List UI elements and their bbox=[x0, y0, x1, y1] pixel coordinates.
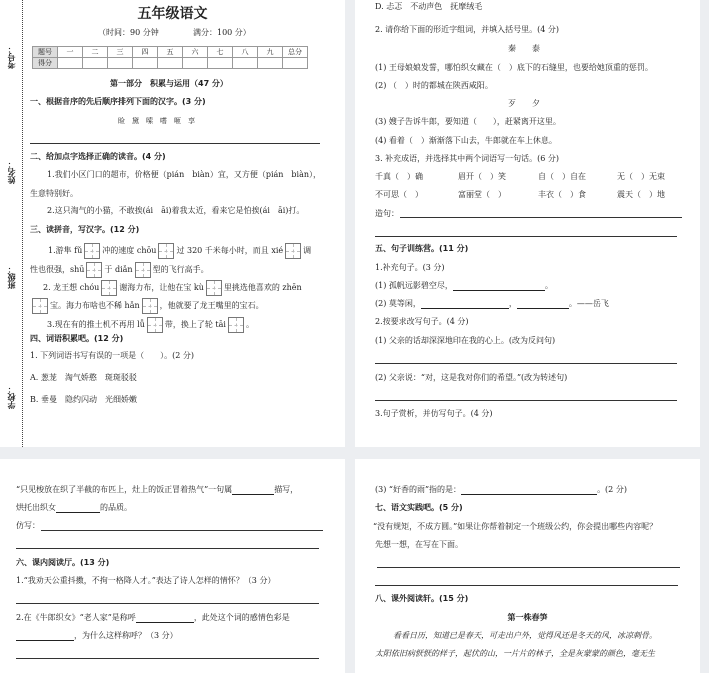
label-school: 学校： bbox=[6, 385, 16, 409]
story-title: 第一株春笋 bbox=[507, 613, 548, 622]
cell: 八 bbox=[233, 47, 258, 58]
score-table bbox=[32, 46, 308, 69]
cell: 一 bbox=[58, 47, 83, 58]
blank[interactable] bbox=[232, 486, 274, 495]
text: 宝。海力布啥也不稀 hǎn bbox=[50, 301, 140, 310]
answer-line[interactable] bbox=[400, 217, 682, 218]
question-text: 3. 补充成语，并选择其中两个词语写一句话。(6 分) bbox=[375, 154, 560, 163]
option-a: A. 葱茏 淘气娇憨 斑斑驳驳 bbox=[30, 373, 137, 382]
text: 描写， bbox=[274, 485, 299, 494]
idiom: 自（ ）自在 bbox=[538, 172, 586, 181]
cell: 七 bbox=[208, 47, 233, 58]
question-text: 2.按要求改写句子。(4 分) bbox=[375, 317, 469, 326]
question-text: (2) 父亲说：“对，这是我对你们的希望。”(改为转述句) bbox=[375, 373, 568, 382]
zaoju-label: 造句： bbox=[375, 209, 399, 218]
answer-line[interactable] bbox=[375, 400, 677, 401]
option-d: D. 忐忑 不动声色 抚摩绒毛 bbox=[375, 2, 483, 11]
binding-dotted-line bbox=[22, 0, 23, 447]
char-pair: 歹 夕 bbox=[508, 99, 540, 108]
text: 3.现在有的推土机不再用 lǚ bbox=[47, 320, 145, 329]
full-score: 满分：100 分） bbox=[193, 28, 251, 37]
cell: 五 bbox=[158, 47, 183, 58]
section-7: 七、语文实践吧。(5 分) bbox=[375, 503, 463, 512]
text: (2) 莫等闲， bbox=[375, 299, 421, 308]
question-text: (3) 嫂子告诉牛郎，要知道（ ），赶紧离开这里。 bbox=[375, 117, 561, 126]
section-8: 八、课外阅读轩。(15 分) bbox=[375, 594, 469, 603]
cell: 得分 bbox=[33, 58, 58, 69]
question-text: (2) （ ）时的都城在陕西咸阳。 bbox=[375, 81, 493, 90]
char-box[interactable] bbox=[84, 243, 100, 259]
page-title: 五年级语文 bbox=[137, 6, 208, 22]
text: 。 bbox=[245, 320, 254, 329]
story-paragraph: 看看日历，知道已是春天，可走出户外，觉得风还是冬天的风，冰凉刺骨。 bbox=[393, 631, 657, 640]
char-box[interactable] bbox=[206, 280, 222, 296]
idiom: 震天（ ）地 bbox=[617, 190, 665, 199]
blank[interactable] bbox=[453, 282, 545, 291]
idiom: 丰衣（ ）食 bbox=[538, 190, 586, 199]
char-box[interactable] bbox=[228, 317, 244, 333]
question-text: 先想一想，在写在下面。 bbox=[375, 540, 463, 549]
cell: 三 bbox=[108, 47, 133, 58]
answer-line[interactable] bbox=[41, 530, 323, 531]
text: 性也很强，shū bbox=[30, 265, 85, 274]
char-box[interactable] bbox=[101, 280, 117, 296]
char-box[interactable] bbox=[285, 243, 301, 259]
idiom: 千真（ ）确 bbox=[375, 172, 423, 181]
answer-line[interactable] bbox=[375, 585, 678, 586]
section-3: 三、读拼音，写汉字。(12 分) bbox=[30, 225, 140, 234]
idiom: 不可思（ ） bbox=[375, 190, 423, 199]
text: ，此处这个词的感情色彩是 bbox=[193, 613, 290, 622]
blank[interactable] bbox=[421, 300, 509, 309]
char-box[interactable] bbox=[86, 262, 102, 278]
story-paragraph: 太阳依旧病恹恹的样子，起伏的山，一片片的林子，全是灰蒙蒙的颜色，毫无生 bbox=[375, 649, 655, 658]
fangxie-label: 仿写： bbox=[16, 521, 40, 530]
section-6: 六、课内阅读厅。(13 分) bbox=[16, 558, 110, 567]
char-box[interactable] bbox=[158, 243, 174, 259]
answer-line[interactable] bbox=[375, 236, 677, 237]
answer-line[interactable] bbox=[16, 548, 319, 549]
idiom: 富丽堂（ ） bbox=[458, 190, 506, 199]
answer-line[interactable] bbox=[16, 658, 319, 659]
blank[interactable] bbox=[136, 614, 194, 623]
text: 。(2 分) bbox=[597, 485, 627, 494]
blank[interactable] bbox=[461, 486, 597, 495]
char-pair: 秦 泰 bbox=[508, 44, 540, 53]
text: ，为什么这样称呼？（3 分） bbox=[74, 631, 178, 640]
answer-line[interactable] bbox=[16, 603, 319, 604]
cell: 六 bbox=[183, 47, 208, 58]
label-name: 姓名： bbox=[6, 160, 16, 184]
question-text: 2.这只淘气的小猫，不敢挨(ái āi)着我太近，看来它是怕挨(ái āi)打。 bbox=[47, 206, 305, 215]
blank[interactable] bbox=[56, 504, 100, 513]
text: ，他就要了龙王嘴里的宝石。 bbox=[159, 301, 264, 310]
question-text: 2. 请你给下面的形近字组词，并填入括号里。(4 分) bbox=[375, 25, 560, 34]
question-text: 1.我们小区门口的超市，价格便（pián biàn）宜，又方便（pián biàn）， bbox=[47, 170, 322, 179]
question-text: (1) 父亲的话却深深地印在我的心上。(改为反问句) bbox=[375, 336, 556, 345]
cell: 二 bbox=[83, 47, 108, 58]
text: 型的飞行高手。 bbox=[152, 265, 209, 274]
text: 过 320 千米每小时，而且 xié bbox=[176, 246, 284, 255]
text: 的品质。 bbox=[100, 503, 132, 512]
text: 1.游隼 fǔ bbox=[48, 246, 83, 255]
char-box[interactable] bbox=[32, 298, 48, 314]
exam-page-1 bbox=[0, 0, 345, 447]
exam-page-4 bbox=[355, 459, 700, 673]
char-box[interactable] bbox=[147, 317, 163, 333]
label-kaohao: 考号： bbox=[6, 45, 16, 69]
cell: 总分 bbox=[283, 47, 308, 58]
section-4: 四、词语积累吧。(12 分) bbox=[30, 334, 124, 343]
text: 谢海力布，让他在宝 kù bbox=[119, 283, 204, 292]
text: 调 bbox=[303, 246, 312, 255]
text: 。——岳飞 bbox=[568, 299, 609, 308]
exam-time: （时间：90 分钟 bbox=[98, 28, 159, 37]
question-text: 1.“我劝天公重抖擞，不拘一格降人才。”表达了诗人怎样的情怀？（3 分） bbox=[16, 576, 276, 585]
text: 烘托出织女 bbox=[16, 503, 56, 512]
text: (3) “好香的雨”指的是： bbox=[375, 485, 462, 494]
cell: 题号 bbox=[33, 47, 58, 58]
blank[interactable] bbox=[517, 300, 569, 309]
option-b: B. 垂曼 隐约闪动 光细娇嫩 bbox=[30, 395, 137, 404]
text: “只见梭放在织了半截的布匹上，灶上的饭正冒着热气”一句属 bbox=[16, 485, 233, 494]
exam-page-2: D. 忐忑 不动声色 抚摩绒毛 2. 请你给下面的形近字组词，并填入括号里。(4 分) 秦 泰 (1) 王母娘娘发誓，哪怕织女藏在（ ）底下的石缝里，也要给她顶重的惩罚。 (2) （ ）时的都城在陕西咸阳。 歹 夕 (3) 嫂子告诉牛郎，要知道（ ），赶紧离开这里。 (4) 看着（ ）渐渐落下山去，牛郎就在车上休息。 3. 补充成语，并选择其中两个词语写一句话。(6 分) 千真（ ）确 眉开（ ）笑 自（ ）自在 无（ ）无束 不可思（ ） 富丽堂（ ） 丰衣（ ）食 震天（ ）地 造句： 五、句子训练营。(11 分) 1.补充句子。(3 分) (1) 孤帆远影碧空尽， 。 (2) 莫等闲， ， 。——岳飞 2.按要求改写句子。(4 分) (1) 父亲的话却深深地印在我的心上。(改为反问句) (2) 父亲说：“对，这是我对你们的希望。”(改为转述句) 3.句子赏析，并仿写句子。(4 分) bbox=[355, 0, 700, 447]
question-text: 生意特别好。 bbox=[30, 189, 78, 198]
question-text: (1) 王母娘娘发誓，哪怕织女藏在（ ）底下的石缝里，也要给她顶重的惩罚。 bbox=[375, 63, 653, 72]
answer-line[interactable] bbox=[375, 363, 677, 364]
text: 2. 龙王想 chóu bbox=[43, 283, 100, 292]
text: 于 diǎn bbox=[104, 265, 133, 274]
blank[interactable] bbox=[16, 632, 74, 641]
text: (1) 孤帆远影碧空尽， bbox=[375, 281, 453, 290]
question-text: (4) 看着（ ）渐渐落下山去，牛郎就在车上休息。 bbox=[375, 136, 557, 145]
label-class: 班级： bbox=[6, 265, 16, 289]
exam-page-3 bbox=[0, 459, 345, 673]
question-text: 3.句子赏析，并仿写句子。(4 分) bbox=[375, 409, 493, 418]
section-5: 五、句子训练营。(11 分) bbox=[375, 244, 469, 253]
part1-heading: 第一部分 积累与运用（47 分） bbox=[110, 79, 228, 88]
text: 冲的速度 chōu bbox=[102, 246, 157, 255]
chars-to-order: 睑 黛 嗦 嗜 咂 享 bbox=[118, 117, 195, 125]
answer-line bbox=[30, 143, 320, 144]
char-box[interactable] bbox=[135, 262, 151, 278]
section-1: 一、根据音序的先后顺序排列下面的汉字。(3 分) bbox=[30, 97, 206, 106]
question-text: “没有规矩，不成方圆。”如果让你帮着制定一个班级公约，你会提出哪些内容呢？ bbox=[373, 522, 658, 531]
text: 里挑选他喜欢的 zhēn bbox=[223, 283, 302, 292]
text: 带，换上了轮 tāi bbox=[164, 320, 226, 329]
answer-line[interactable] bbox=[377, 567, 680, 568]
question-text: 1. 下列词语书写有误的一项是（ ）。(2 分) bbox=[30, 351, 195, 360]
idiom: 眉开（ ）笑 bbox=[458, 172, 506, 181]
text: 2.在《牛郎织女》“老人家”是称呼 bbox=[16, 613, 136, 622]
cell: 四 bbox=[133, 47, 158, 58]
idiom: 无（ ）无束 bbox=[617, 172, 665, 181]
cell: 九 bbox=[258, 47, 283, 58]
question-text: 1.补充句子。(3 分) bbox=[375, 263, 445, 272]
section-2: 二、给加点字选择正确的读音。(4 分) bbox=[30, 152, 166, 161]
char-box[interactable] bbox=[142, 298, 158, 314]
